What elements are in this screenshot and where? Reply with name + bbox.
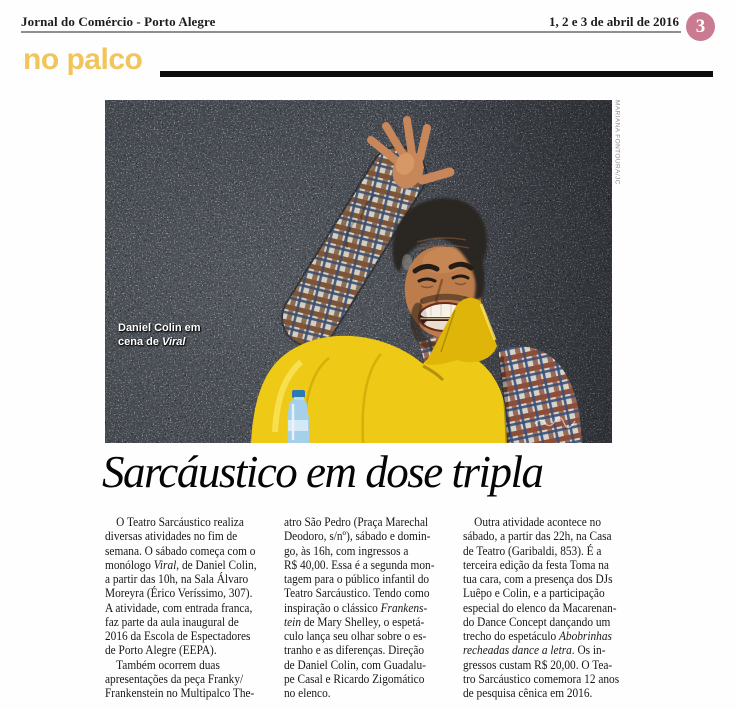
photo-caption <box>118 321 201 349</box>
article-line: faz parte da aula inaugural de <box>105 614 239 629</box>
article-line: de Teatro (Garibaldi, 853). É a <box>463 543 602 558</box>
article-line: culo lança seu olhar sobre o es- <box>284 629 427 643</box>
article-line: 2016 da Escola de Espectadores <box>105 629 251 643</box>
page-number: 3 <box>695 16 706 37</box>
article-body <box>105 515 635 700</box>
article-line: tro Sarcáustico comemora 12 anos <box>463 671 620 686</box>
article-line: R$ 40,00. Essa é a segunda mon- <box>284 557 435 572</box>
article-line: recheadas dance a letra. Os in- <box>463 643 606 658</box>
header-rule <box>21 31 681 33</box>
article-line: monólogo Viral, de Daniel Colin, <box>105 557 257 572</box>
masthead: Jornal do Comércio - Porto Alegre <box>21 14 216 29</box>
article-line: semana. O sábado começa com o <box>105 543 256 558</box>
section-title: no palco <box>23 43 143 76</box>
article-line: Também ocorrem duas <box>116 657 220 672</box>
article-line: de Porto Alegre (EEPA). <box>105 643 217 658</box>
article-line: atro São Pedro (Praça Marechal <box>284 515 429 529</box>
article-line: diversas atividades no fim de <box>105 529 238 544</box>
article-line: Moreyra (Érico Veríssimo, 307). <box>105 586 253 601</box>
article-line: no elenco. <box>284 686 331 700</box>
article-line: a partir das 10h, na Sala Álvaro <box>105 572 249 586</box>
page-number-badge <box>686 12 715 41</box>
article-line: apresentações da peça Franky/ <box>105 671 244 686</box>
article-line: terceira edição da festa Toma na <box>463 557 609 572</box>
headline: Sarcáustico em dose tripla <box>102 447 543 497</box>
article-line: tua cara, com a presença dos DJs <box>463 572 613 586</box>
article-line: inspiração o clássico Frankens- <box>284 600 428 615</box>
section-rule <box>160 71 713 77</box>
photo-credit: MARIANA FONTOURA/JC <box>613 100 621 185</box>
article-line: Outra atividade acontece no <box>474 515 601 529</box>
article-photo <box>105 100 612 443</box>
article-line: trecho do espetáculo Abobrinhas <box>463 629 612 643</box>
article-line: go, às 16h, com ingressos a <box>284 543 409 558</box>
article-column-3 <box>463 515 634 700</box>
edition-date: 1, 2 e 3 de abril de 2016 <box>549 14 679 29</box>
article-line: de Daniel Colin, com Guadalu- <box>284 657 426 672</box>
photo-caption-line2: cena de Viral <box>118 336 186 348</box>
article-line: de pesquisa cênica em 2016. <box>463 686 593 700</box>
article-line: Frankenstein no Multipalco The- <box>105 686 255 700</box>
article-line: tranho e as diferenças. Direção <box>284 643 425 658</box>
photo-illustration <box>105 100 612 443</box>
article-line: do Dance Concept dançando um <box>463 614 611 629</box>
article-column-2 <box>284 515 455 700</box>
article-line: Deodoro, s/nº), sábado e domin- <box>284 529 431 544</box>
article-line: especial do elenco da Macarenan- <box>463 600 617 615</box>
article-line: A atividade, com entrada franca, <box>105 600 253 615</box>
article-line: pe Casal e Ricardo Zigomático <box>284 671 425 686</box>
article-line: tagem para o público infantil do <box>284 572 430 586</box>
article-line: tein de Mary Shelley, o espetá- <box>284 614 425 629</box>
article-line: Luêpo e Colin, e a participação <box>463 586 605 601</box>
article-line: gressos custam R$ 20,00. O Tea- <box>463 657 613 672</box>
photo-caption-line1: Daniel Colin em <box>118 322 201 334</box>
article-line: Teatro Sarcáustico. Tendo como <box>284 586 430 601</box>
article-column-1 <box>105 515 276 700</box>
article-line: sábado, a partir das 22h, na Casa <box>463 529 612 544</box>
article-line: O Teatro Sarcáustico realiza <box>116 515 244 529</box>
